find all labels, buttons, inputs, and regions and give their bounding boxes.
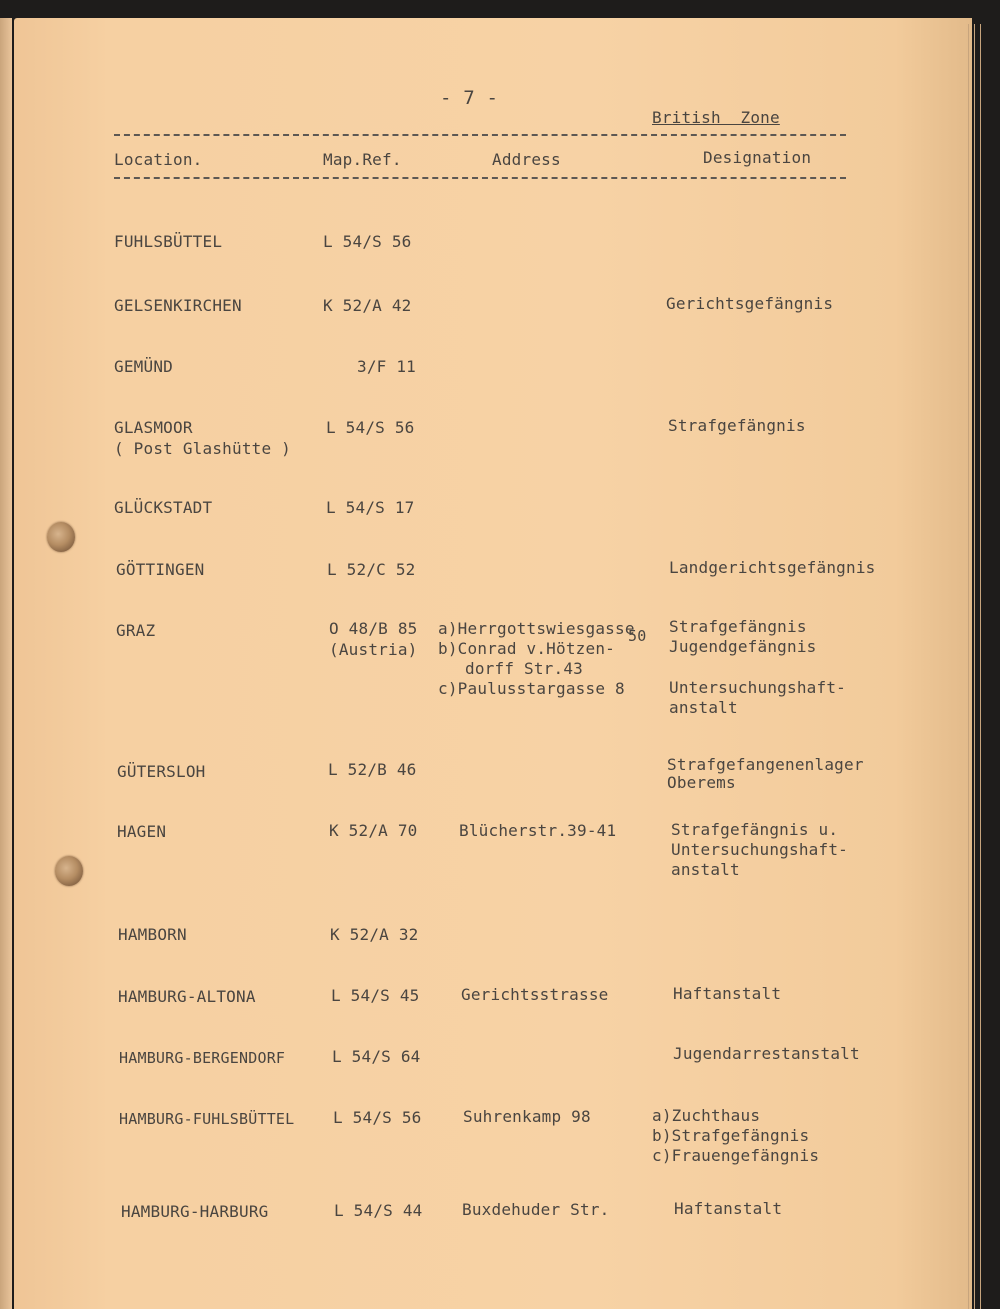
column-header-location: Location. [114,150,203,169]
page-edge-line [980,24,981,1309]
location: GLÜCKSTADT [114,498,213,517]
location: HAMBURG-HARBURG [121,1202,269,1221]
page-number: - 7 - [440,87,499,109]
map-ref: O 48/B 85 [329,619,418,638]
designation: Strafgefangenenlager [667,755,864,774]
address: a)Herrgottswiesgasse [438,619,635,638]
location: GEMÜND [114,357,173,376]
location: HAMBURG-FUHLSBÜTTEL [119,1110,295,1128]
map-ref-note: (Austria) [329,640,418,659]
header-rule-bottom [114,177,846,179]
zone-label: British Zone [652,108,780,127]
designation: b)Strafgefängnis [652,1126,810,1145]
map-ref: L 54/S 56 [333,1108,422,1127]
designation: Gerichtsgefängnis [666,294,834,313]
map-ref: 3/F 11 [357,357,416,376]
address: Buxdehuder Str. [462,1200,610,1219]
map-ref: K 52/A 42 [323,296,412,315]
map-ref: L 54/S 56 [323,232,412,251]
location: GÖTTINGEN [116,560,205,579]
location: GELSENKIRCHEN [114,296,242,315]
map-ref: L 52/C 52 [327,560,416,579]
location: HAGEN [117,822,167,841]
designation: c)Frauengefängnis [652,1146,820,1165]
designation: Jugendarrestanstalt [673,1044,860,1063]
column-header-designation: Designation [703,148,812,167]
map-ref: L 54/S 44 [334,1201,423,1220]
address: b)Conrad v.Hötzen- [438,639,615,658]
designation: Haftanstalt [674,1199,783,1218]
designation: anstalt [669,698,738,717]
location: GLASMOOR [114,418,193,437]
address: c)Paulusstargasse 8 [438,679,625,698]
location: FUHLSBÜTTEL [114,232,223,251]
designation: Untersuchungshaft- [671,840,848,859]
map-ref: L 54/S 64 [332,1047,421,1066]
map-ref: L 54/S 56 [326,418,415,437]
punch-hole-icon [47,522,75,552]
punch-hole-icon [55,856,83,886]
address: Blücherstr.39-41 [459,821,617,840]
map-ref: L 54/S 17 [326,498,415,517]
designation: Untersuchungshaft- [669,678,846,697]
page-edge-line [968,24,969,1309]
address: Suhrenkamp 98 [463,1107,591,1126]
address: dorff Str.43 [465,659,583,678]
designation: Oberems [667,773,736,792]
map-ref: L 52/B 46 [328,760,417,779]
location: GÜTERSLOH [117,762,206,781]
page-edge-line [974,24,975,1309]
designation: Landgerichtsgefängnis [669,558,876,577]
map-ref: L 54/S 45 [331,986,420,1005]
location: HAMBORN [118,925,187,944]
designation: anstalt [671,860,740,879]
designation: a)Zuchthaus [652,1106,761,1125]
address: Gerichtsstrasse [461,985,609,1004]
designation: Strafgefängnis [668,416,806,435]
column-header-address: Address [492,150,561,169]
previous-page-edge [0,18,12,1309]
location: HAMBURG-ALTONA [118,987,256,1006]
designation: Strafgefängnis u. [671,820,839,839]
map-ref: K 52/A 70 [329,821,418,840]
column-header-mapref: Map.Ref. [323,150,402,169]
header-rule-top [114,134,846,136]
designation: Strafgefängnis [669,617,807,636]
map-ref: K 52/A 32 [330,925,419,944]
location-note: ( Post Glashütte ) [114,439,291,458]
designation: Jugendgefängnis [669,637,817,656]
address-number: 50 [628,627,647,645]
location: HAMBURG-BERGENDORF [119,1049,286,1067]
location: GRAZ [116,621,156,640]
designation: Haftanstalt [673,984,782,1003]
